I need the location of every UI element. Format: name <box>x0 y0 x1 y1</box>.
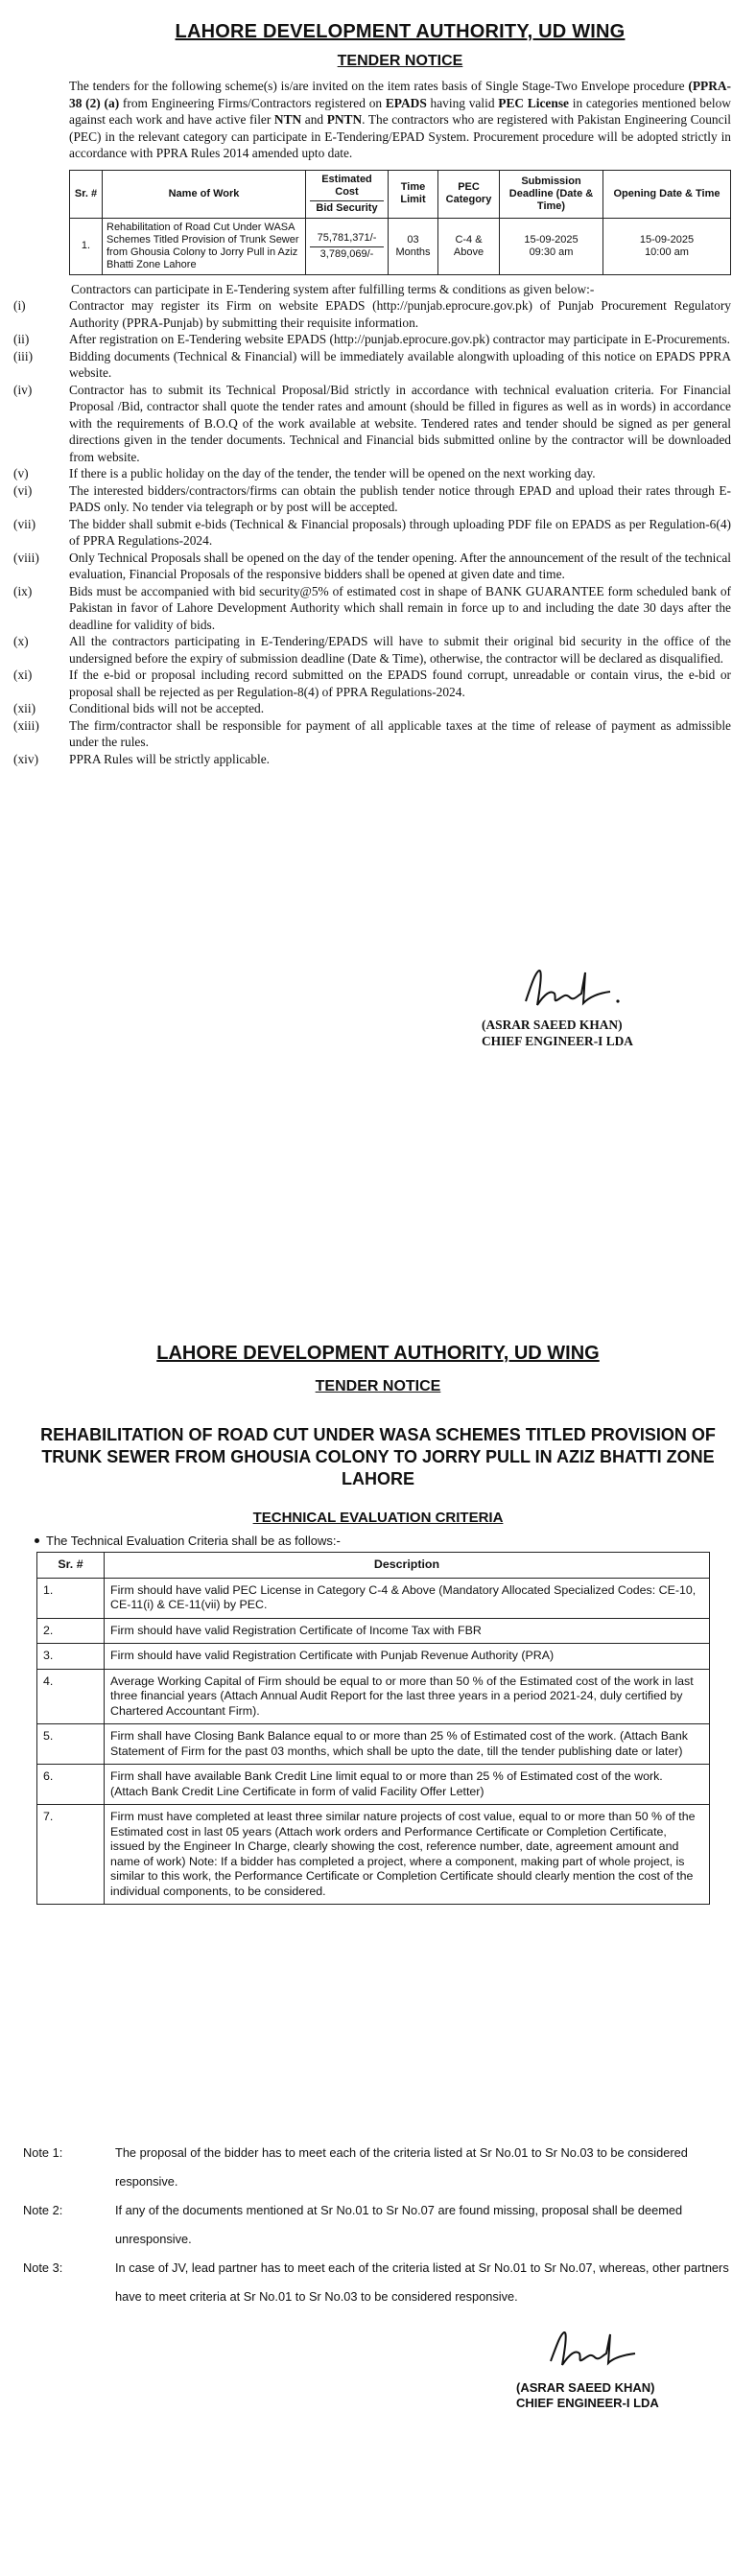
intro-bold: (PPRA-38 (2) (a) <box>69 79 731 110</box>
condition-text: Contractor has to submit its Technical Proposal/Bid strictly in accordance with technical evaluation criteria. For Financial Proposal /Bid, contractor shall quote the tender rates and amount (should be filled in figures as well as in words) in accordance with the requirements of B.O.Q of the work available at website. Tendered rates and tender should be signed as per general directions given in the tender documents. Technical and Financial bids submitted online by the contractor will be downloaded from website. <box>69 382 731 464</box>
criteria-title: TECHNICAL EVALUATION CRITERIA <box>252 1510 504 1526</box>
condition-number: (xiii) <box>13 717 39 733</box>
header-bid-label: Bid Security <box>310 200 384 215</box>
note-text: If any of the documents mentioned at Sr No.01 to Sr No.07 are found missing, proposal shall be deemed unresponsive. <box>115 2203 683 2246</box>
condition-text: After registration on E-Tendering website EPADS (http://punjab.eprocure.gov.pk) contractor may participate in E-Procurements. <box>69 332 730 346</box>
opening-time: 10:00 am <box>645 246 689 258</box>
cost-value: 75,781,371/- <box>317 231 377 244</box>
signature-mark <box>518 965 624 1013</box>
table-row <box>37 1724 710 1765</box>
signatory-name: (ASRAR SAEED KHAN) <box>516 2380 655 2395</box>
header-cost <box>306 170 389 218</box>
intro-text: from Engineering Firms/Contractors registered on <box>119 95 386 110</box>
table-row <box>37 1669 710 1724</box>
notice1-intro <box>69 78 731 162</box>
intro-text: . The contractors who are registered with Pakistan Engineering Council (PEC) in the relevant category can participate in E-Tendering/EPAD System. Procurement procedure will be adopted strictly in accordance with PPRA Rules 2014 amended upto date. <box>69 112 732 160</box>
condition-item <box>13 348 731 382</box>
note-label: Note 2: <box>23 2203 63 2217</box>
condition-item <box>13 550 731 583</box>
table-row <box>37 1805 710 1905</box>
condition-text: Bidding documents (Technical & Financial) will be immediately available alongwith uploading of this notice on EPADS PPRA website. <box>69 348 731 380</box>
criteria-sr: 3. <box>37 1644 105 1670</box>
criteria-sr: 4. <box>37 1669 105 1724</box>
header-opening: Opening Date & Time <box>603 170 731 218</box>
tender-table <box>69 170 731 275</box>
criteria-description: Firm should have valid PEC License in Category C-4 & Above (Mandatory Allocated Specialized Codes: CE-10, CE-11(i) & CE-11(vii) by PEC. <box>105 1578 710 1618</box>
criteria-description: Firm must have completed at least three similar nature projects of cost value, equal to or more than 50 % of the Estimated cost in last 05 years (Attach work orders and Performance Certificate or Completion Certificate, issued by the Engineer In Charge, clearly showing the cost, reference number, date, agreement amount and name of work) Note: If a bidder has completed a project, where a component, making part of whole project, is similar to this work, the Performance Certificate or Completion Certificate should clearly mention the cost of the individual components, to be considered. <box>105 1805 710 1905</box>
criteria-intro: The Technical Evaluation Criteria shall be as follows:- <box>29 1534 727 1548</box>
intro-text: The tenders for the following scheme(s) is/are invited on the item rates basis of Single Stage-Two Envelope procedure <box>69 79 689 93</box>
note-item <box>23 2139 733 2196</box>
condition-number: (iii) <box>13 348 34 363</box>
notice2-subtitle: TENDER NOTICE <box>315 1378 441 1394</box>
note-label: Note 3: <box>23 2260 63 2275</box>
deadline-date: 15-09-2025 <box>524 233 579 246</box>
criteria-description: Average Working Capital of Firm should be equal to or more than 50 % of the Estimated cost of the work in last three financial years (Attach Annual Audit Report for the last three years in a period 2021-24, duly certified by Chartered Accountant Firm). <box>105 1669 710 1724</box>
cell-time: 03 Months <box>389 218 438 274</box>
deadline-time: 09:30 am <box>529 246 574 258</box>
condition-item <box>13 516 731 550</box>
signatory-designation: CHIEF ENGINEER-I LDA <box>482 1034 633 1048</box>
condition-number: (ix) <box>13 583 33 598</box>
notice1-title: LAHORE DEVELOPMENT AUTHORITY, UD WING <box>175 21 626 42</box>
note-label: Note 1: <box>23 2145 63 2160</box>
notice1-subtitle: TENDER NOTICE <box>337 53 463 69</box>
intro-bold: NTN <box>273 112 302 127</box>
condition-text: The firm/contractor shall be responsible for payment of all applicable taxes at the time of release of payment as admissible under the rules. <box>69 717 731 749</box>
cell-deadline <box>500 218 603 274</box>
criteria-sr: 2. <box>37 1618 105 1644</box>
condition-number: (vii) <box>13 516 36 531</box>
condition-item <box>13 297 731 331</box>
conditions-intro: Contractors can participate in E-Tendering system after fulfilling terms & conditions as given below:- <box>71 281 595 296</box>
note-item <box>23 2254 733 2311</box>
condition-number: (ii) <box>13 332 30 346</box>
condition-text: Only Technical Proposals shall be opened on the day of the tender opening. After the announcement of the result of the technical evaluation, Financial Proposals of the responsive bidders shall be opened at given date and time. <box>69 550 731 581</box>
condition-text: Contractor may register its Firm on website EPADS (http://punjab.eprocure.gov.pk) of Punjab Procurement Regulatory Authority (PPRA-Punjab) by submitting their requisite information. <box>69 298 731 330</box>
note-text: In case of JV, lead partner has to meet each of the criteria listed at Sr No.01 to Sr No.07, whereas, other partners have to meet criteria at Sr No.01 to Sr No.03 to be considered responsive. <box>115 2260 729 2304</box>
signatory-name: (ASRAR SAEED KHAN) <box>482 1018 623 1032</box>
cell-work: Rehabilitation of Road Cut Under WASA Schemes Titled Provision of Trunk Sewer from Ghousia Colony to Jorry Pull in Aziz Bhatti Zone Lahore <box>103 218 306 274</box>
intro-bold: PNTN <box>326 112 363 127</box>
cell-pec: C-4 & Above <box>438 218 500 274</box>
condition-item <box>13 717 731 751</box>
signatory-block-1 <box>482 1017 731 1049</box>
condition-text: The bidder shall submit e-bids (Technical & Financial proposals) through uploading PDF file on EPADS as per Regulation-6(4) of PPRA Regulations-2024. <box>69 516 731 548</box>
condition-item <box>13 700 731 717</box>
cell-opening <box>603 218 731 274</box>
table-row <box>37 1618 710 1644</box>
condition-number: (i) <box>13 298 26 313</box>
condition-item <box>13 633 731 667</box>
note-text: The proposal of the bidder has to meet each of the criteria listed at Sr No.01 to Sr No.03 to be considered responsive. <box>115 2145 688 2189</box>
condition-item <box>13 751 731 768</box>
criteria-table <box>36 1552 710 1905</box>
notes-list <box>23 2139 733 2311</box>
condition-number: (iv) <box>13 382 33 397</box>
intro-bold: EPADS <box>385 95 427 110</box>
criteria-sr: 6. <box>37 1765 105 1805</box>
note-item <box>23 2196 733 2254</box>
criteria-sr: 7. <box>37 1805 105 1905</box>
signatory-block-2 <box>516 2380 746 2411</box>
intro-bold: PEC License <box>498 95 569 110</box>
header-sr: Sr. # <box>70 170 103 218</box>
header-pec: PEC Category <box>438 170 500 218</box>
condition-number: (viii) <box>13 550 39 565</box>
condition-text: PPRA Rules will be strictly applicable. <box>69 751 271 766</box>
criteria-table-header <box>37 1553 710 1579</box>
condition-item <box>13 482 731 516</box>
condition-text: If the e-bid or proposal including record submitted on the EPADS found corrupt, unreadable or contain virus, the e-bid or proposal shall be rejected as per Regulation-8(4) of PPRA Regulations-2024. <box>69 667 731 699</box>
intro-text: in categories mentioned below against each work and have active filer <box>69 95 731 127</box>
tender-notice-2 <box>29 1343 727 1905</box>
table-row <box>37 1644 710 1670</box>
criteria-description: Firm shall have Closing Bank Balance equal to or more than 25 % of Estimated cost of the work. (Attach Bank Statement of Firm for the past 03 months, which shall be upto the date, till the tender publishing date or later) <box>105 1724 710 1765</box>
notice2-title: LAHORE DEVELOPMENT AUTHORITY, UD WING <box>156 1343 600 1364</box>
criteria-sr: 1. <box>37 1578 105 1618</box>
condition-number: (x) <box>13 634 29 648</box>
condition-item <box>13 667 731 700</box>
tender-notice-1 <box>13 21 732 767</box>
header-description: Description <box>105 1553 710 1579</box>
criteria-table-body <box>37 1578 710 1905</box>
tender-table-header <box>70 170 731 218</box>
intro-text: having valid <box>426 95 499 110</box>
condition-number: (xiv) <box>13 751 39 766</box>
table-row <box>37 1578 710 1618</box>
condition-item <box>13 583 731 634</box>
condition-number: (xii) <box>13 701 36 715</box>
notice2-heading: REHABILITATION OF ROAD CUT UNDER WASA SCHEMES TITLED PROVISION OF TRUNK SEWER FROM GHOUSIA COLONY TO JORRY PULL IN AZIZ BHATTI ZONE LAHORE <box>40 1425 716 1488</box>
condition-text: All the contractors participating in E-Tendering/EPADS will have to submit their original bid security in the office of the undersigned before the expiry of submission deadline (Date & Time), otherwise, the contractor will be declared as disqualified. <box>69 634 731 666</box>
condition-number: (vi) <box>13 482 33 498</box>
bid-security-value: 3,789,069/- <box>310 246 384 261</box>
condition-number: (v) <box>13 466 29 480</box>
condition-item <box>13 331 731 348</box>
condition-text: The interested bidders/contractors/firms can obtain the publish tender notice through EPAD and upload their rates through E-PADS only. No tender via telegraph or by post will be accepted. <box>69 482 731 514</box>
header-work: Name of Work <box>103 170 306 218</box>
signatory-designation: CHIEF ENGINEER-I LDA <box>516 2396 659 2410</box>
criteria-sr: 5. <box>37 1724 105 1765</box>
condition-item <box>13 465 731 482</box>
conditions-list <box>13 297 731 767</box>
signature-mark <box>545 2327 641 2371</box>
condition-item <box>13 382 731 466</box>
header-cost-label: Estimated Cost <box>321 173 372 198</box>
intro-text: and <box>301 112 327 127</box>
header-time: Time Limit <box>389 170 438 218</box>
header-sr: Sr. # <box>37 1553 105 1579</box>
criteria-description: Firm should have valid Registration Certificate with Punjab Revenue Authority (PRA) <box>105 1644 710 1670</box>
header-deadline: Submission Deadline (Date & Time) <box>500 170 603 218</box>
table-row <box>70 218 731 274</box>
cell-cost <box>306 218 389 274</box>
criteria-description: Firm should have valid Registration Certificate of Income Tax with FBR <box>105 1618 710 1644</box>
condition-number: (xi) <box>13 667 33 682</box>
condition-text: If there is a public holiday on the day of the tender, the tender will be opened on the next working day. <box>69 466 596 480</box>
condition-text: Conditional bids will not be accepted. <box>69 701 265 715</box>
criteria-description: Firm shall have available Bank Credit Line limit equal to or more than 25 % of Estimated cost of the work. (Attach Bank Credit Line Certificate in form of valid Facility Offer Letter) <box>105 1765 710 1805</box>
condition-text: Bids must be accompanied with bid security@5% of estimated cost in shape of BANK GUARANTEE form scheduled bank of Pakistan in favor of Lahore Development Authority which shall remain in force up to and including the date 30 days after the deadline for validity of bids. <box>69 583 731 632</box>
opening-date: 15-09-2025 <box>639 233 695 246</box>
cell-sr: 1. <box>70 218 103 274</box>
table-row <box>37 1765 710 1805</box>
